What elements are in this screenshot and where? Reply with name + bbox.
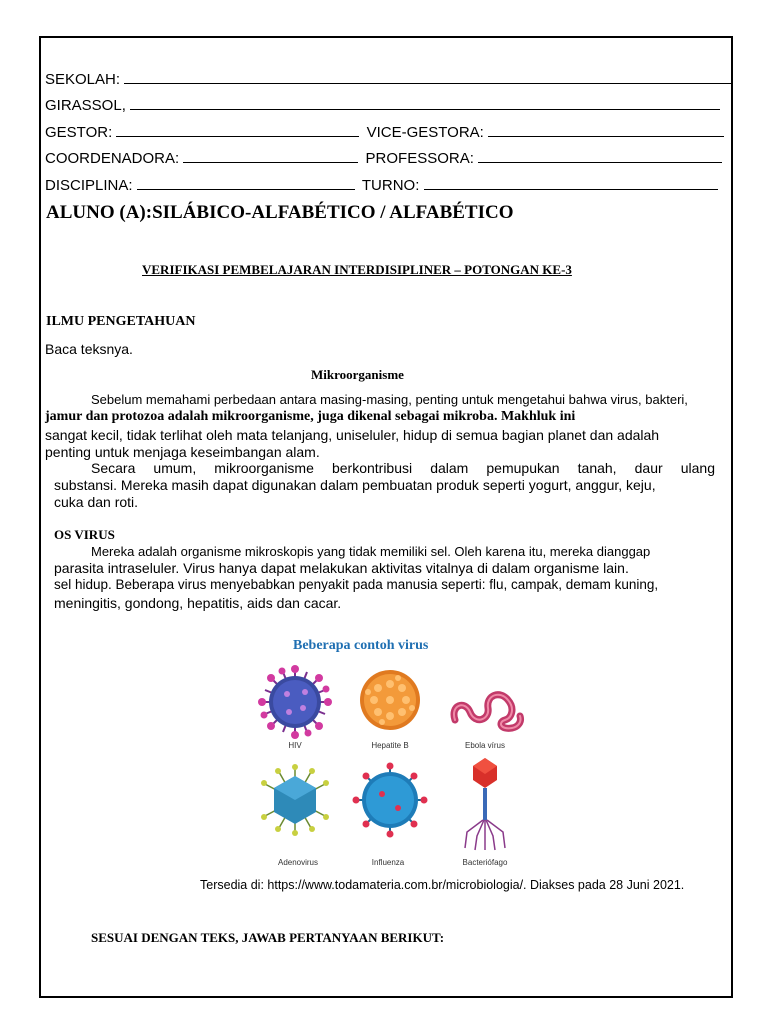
virus-figure	[250, 660, 530, 875]
virus-illustrations	[250, 660, 530, 875]
girassol-row	[45, 95, 720, 114]
coordenadora-label: COORDENADORA:	[45, 150, 180, 167]
girassol-label: GIRASSOL,	[45, 97, 126, 114]
virus-line1: Mereka adalah organisme mikroskopis yang tidak memiliki sel. Oleh karena itu, mereka dianggap	[91, 544, 651, 559]
virus-line3: sel hidup. Beberapa virus menyebabkan penyakit pada manusia seperti: flu, campak, demam kuning,	[54, 577, 659, 592]
gestor-label: GESTOR:	[45, 124, 113, 141]
source-caption: Tersedia di: https://www.todamateria.com.br/microbiologia/. Diakses pada 28 Juni 2021.	[200, 878, 685, 892]
hiv-virus-image	[258, 665, 332, 739]
vice-gestora-field[interactable]	[488, 122, 724, 137]
label-hiv: HIV	[288, 741, 302, 750]
section-heading-ilmu: ILMU PENGETAHUAN	[46, 314, 196, 329]
sekolah-field[interactable]	[124, 69, 732, 84]
p2-line3: cuka dan roti.	[54, 494, 139, 510]
label-influenza: Influenza	[371, 858, 405, 867]
coordenadora-row	[45, 148, 722, 167]
figure-title: Beberapa contoh virus	[293, 638, 429, 653]
p1-line4: penting untuk menjaga keseimbangan alam.	[45, 444, 320, 460]
influenza-virus-image	[353, 763, 428, 838]
virus-line2: parasita intraseluler. Virus hanya dapat melakukan aktivitas vitalnya di dalam organisme lain.	[54, 560, 629, 576]
instruction: Baca teksnya.	[45, 341, 133, 357]
p2-line1: Secara umum, mikroorganisme berkontribusi dalam pemupukan tanah, daur ulang	[91, 460, 715, 476]
sekolah-label: SEKOLAH:	[45, 71, 121, 88]
vice-gestora-label: VICE-GESTORA:	[366, 124, 484, 141]
hepatite-b-virus-image	[360, 670, 420, 730]
sekolah-row	[45, 69, 732, 88]
adenovirus-image	[261, 764, 329, 836]
disciplina-label: DISCIPLINA:	[45, 177, 133, 194]
p2-line2: substansi. Mereka masih dapat digunakan dalam pembuatan produk seperti yogurt, anggur, keju,	[54, 477, 656, 493]
girassol-field[interactable]	[130, 95, 720, 110]
turno-field[interactable]	[424, 175, 718, 190]
p1-line2: jamur dan protozoa adalah mikroorganisme, juga dikenal sebagai mikroba. Makhluk ini	[45, 409, 576, 424]
professora-field[interactable]	[478, 148, 722, 163]
label-bacteriofago: Bacteriófago	[462, 858, 508, 867]
label-ebola: Ebola vírus	[464, 741, 506, 750]
subtitle: VERIFIKASI PEMBELAJARAN INTERDISIPLINER – POTONGAN KE-3	[142, 262, 572, 277]
text-title: Mikroorganisme	[311, 367, 404, 382]
disciplina-row	[45, 175, 718, 194]
professora-label: PROFESSORA:	[365, 150, 474, 167]
bacteriofago-image	[465, 758, 505, 850]
disciplina-field[interactable]	[137, 175, 355, 190]
virus-line4: meningitis, gondong, hepatitis, aids dan cacar.	[54, 595, 342, 611]
question-heading: SESUAI DENGAN TEKS, JAWAB PERTANYAAN BERIKUT:	[91, 930, 445, 945]
ebola-virus-image	[454, 695, 521, 729]
coordenadora-field[interactable]	[183, 148, 358, 163]
label-adenovirus: Adenovirus	[277, 858, 319, 867]
gestor-field[interactable]	[116, 122, 359, 137]
turno-label: TURNO:	[361, 177, 420, 194]
label-hepatite-b: Hepatite B	[371, 741, 409, 750]
section-heading-virus: OS VIRUS	[54, 527, 115, 542]
gestor-row	[45, 122, 724, 141]
aluno-title: ALUNO (A):SILÁBICO-ALFABÉTICO / ALFABÉTICO	[46, 202, 514, 223]
p1-line1: Sebelum memahami perbedaan antara masing-masing, penting untuk mengetahui bahwa virus, bakteri,	[91, 392, 688, 407]
p1-line3: sangat kecil, tidak terlihat oleh mata telanjang, uniseluler, hidup di semua bagian planet dan adalah	[45, 427, 660, 443]
